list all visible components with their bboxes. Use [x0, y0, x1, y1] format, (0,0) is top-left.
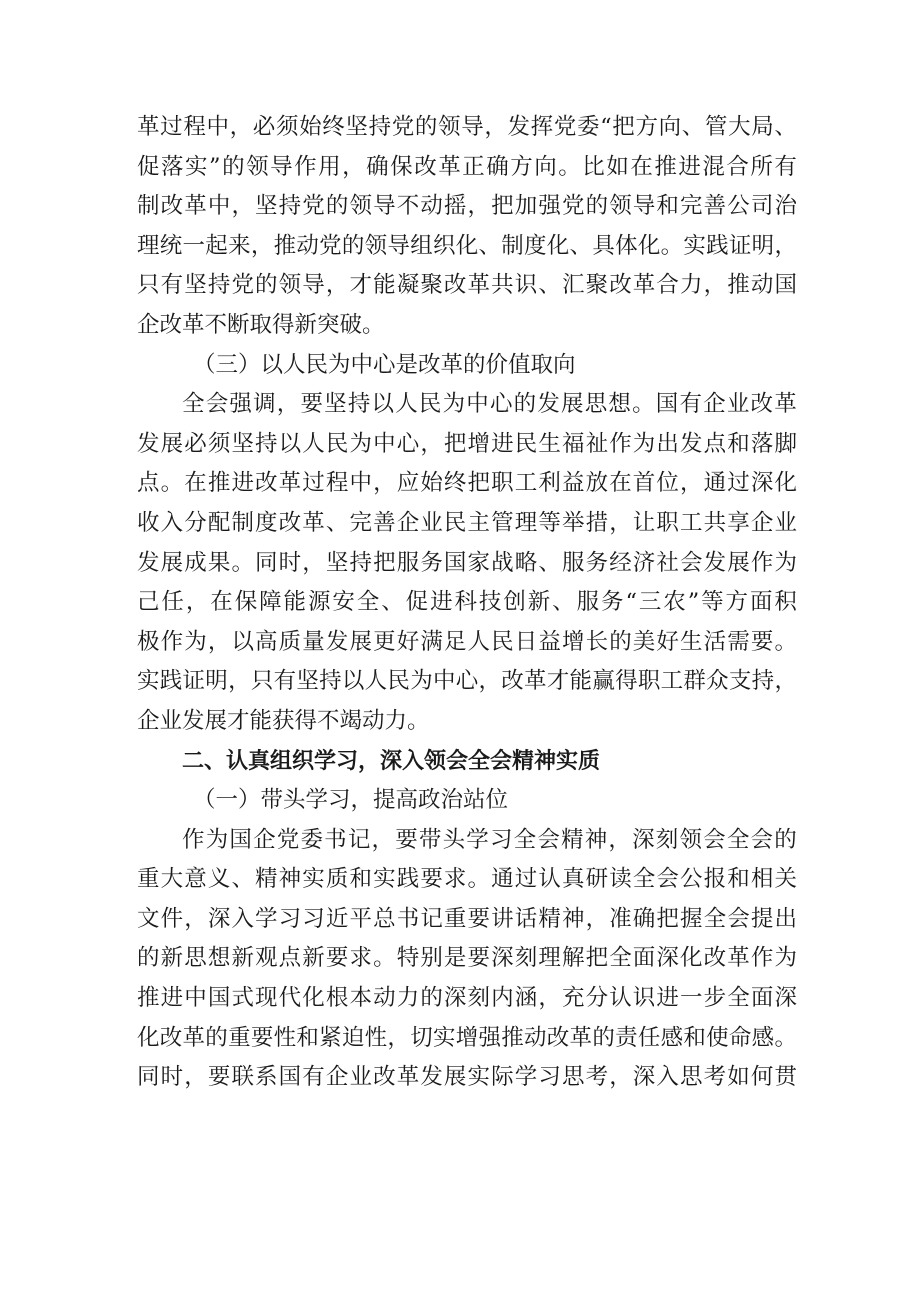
- body-line: 革 过 程 中 ， 必 须 始 终 坚 持 党 的 领 导 ， 发 挥 党 委 “ 把 方 向 、 管 大 局 、: [137, 114, 797, 140]
- body-line: 促 落 实 ” 的 领 导 作 用 ， 确 保 改 革 正 确 方 向 。 比 如 在 推 进 混 合 所 有: [137, 153, 797, 180]
- body-line: 制 改 革 中 ， 坚 持 党 的 领 导 不 动 摇 ， 把 加 强 党 的 领 导 和 完 善 公 司 治: [137, 193, 797, 220]
- body-line: 发 展 成 果 。 同 时 ， 坚 持 把 服 务 国 家 战 略 、 服 务 经 济 社 会 发 展 作 为: [137, 549, 797, 576]
- subsection-heading: （一）带头学习，提高政治站位: [193, 787, 509, 814]
- body-line: 极 作 为 ， 以 高 质 量 发 展 更 好 满 足 人 民 日 益 增 长 的 美 好 生 活 需 要 。: [137, 628, 797, 655]
- body-line: 发 展 必 须 坚 持 以 人 民 为 中 心 ， 把 增 进 民 生 福 祉 作 为 出 发 点 和 落 脚: [137, 430, 797, 457]
- body-line: 实 践 证 明 ， 只 有 坚 持 以 人 民 为 中 心 ， 改 革 才 能 赢 得 职 工 群 众 支 持 ，: [137, 668, 797, 695]
- document-body: [137, 108, 797, 1098]
- body-line: 己 任 ， 在 保 障 能 源 安 全 、 促 进 科 技 创 新 、 服 务 “ 三 农 ” 等 方 面 积: [137, 589, 797, 616]
- paragraph-first-line: 全 会 强 调 ， 要 坚 持 以 人 民 为 中 心 的 发 展 思 想 。 国 有 企 业 改 革: [182, 391, 797, 418]
- body-line: 重 大 意 义 、 精 神 实 质 和 实 践 要 求 。 通 过 认 真 研 读 全 会 公 报 和 相 关: [137, 866, 797, 893]
- body-line: 只 有 坚 持 党 的 领 导 ， 才 能 凝 聚 改 革 共 识 、 汇 聚 改 革 合 力 ， 推 动 国: [137, 272, 797, 299]
- body-line: 化 改 革 的 重 要 性 和 紧 迫 性 ， 切 实 增 强 推 动 改 革 的 责 任 感 和 使 命 感 。: [137, 1024, 797, 1051]
- body-line: 企改革不断取得新突破。: [137, 311, 385, 338]
- body-line: 文 件 ， 深 入 学 习 习 近 平 总 书 记 重 要 讲 话 精 神 ， 准 确 把 握 全 会 提 出: [137, 905, 797, 932]
- body-line: 同 时 ， 要 联 系 国 有 企 业 改 革 发 展 实 际 学 习 思 考 ， 深 入 思 考 如 何 贯: [137, 1064, 797, 1091]
- body-line: 理 统 一 起 来 ， 推 动 党 的 领 导 组 织 化 、 制 度 化 、 具 体 化 。 实 践 证 明 ，: [137, 232, 797, 259]
- paragraph-first-line: 作 为 国 企 党 委 书 记 ， 要 带 头 学 习 全 会 精 神 ， 深 刻 领 会 全 会 的: [182, 826, 797, 853]
- section-heading: 二、认真组织学习，深入领会全会精神实质: [182, 748, 601, 774]
- body-line: 企业发展才能获得不竭动力。: [137, 707, 430, 734]
- body-line: 点 。 在 推 进 改 革 过 程 中 ， 应 始 终 把 职 工 利 益 放 在 首 位 ， 通 过 深 化: [137, 470, 797, 497]
- body-line: 收 入 分 配 制 度 改 革 、 完 善 企 业 民 主 管 理 等 举 措 ， 让 职 工 共 享 企 业: [137, 509, 797, 536]
- body-line: 的 新 思 想 新 观 点 新 要 求 。 特 别 是 要 深 刻 理 解 把 全 面 深 化 改 革 作 为: [137, 945, 797, 972]
- subsection-heading: （三）以人民为中心是改革的价值取向: [193, 351, 576, 378]
- body-line: 推 进 中 国 式 现 代 化 根 本 动 力 的 深 刻 内 涵 ， 充 分 认 识 进 一 步 全 面 深: [137, 985, 797, 1012]
